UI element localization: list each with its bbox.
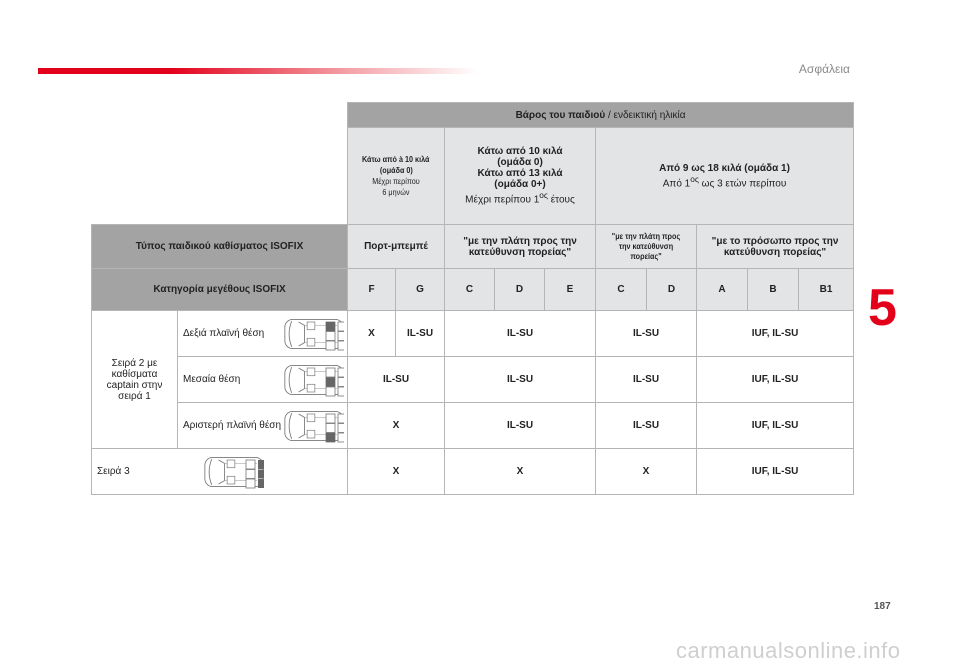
size-class: A <box>697 269 748 311</box>
col-group-0plus: Κάτω από 10 κιλά (ομάδα 0) Κάτω από 13 κιλά (ομάδα 0+) Μέχρι περίπου $1^{o\varsigma}$ έτους <box>445 128 596 225</box>
car-seat-middle-icon <box>284 362 344 398</box>
table-row <box>178 403 348 449</box>
type-forward-facing: "με το πρόσωπο προς την κατεύθυνση πορείας" <box>697 225 854 269</box>
size-class: D <box>495 269 545 311</box>
row2-label: Σειρά 2 με καθίσματα captain στην σειρά 1 <box>92 311 178 449</box>
chapter-number: 5 <box>868 279 897 337</box>
size-class: D <box>647 269 697 311</box>
cell: X <box>596 449 697 495</box>
cell: IL-SU <box>445 311 596 357</box>
watermark: carmanualsonline.info <box>676 638 901 663</box>
cell: X <box>348 403 445 449</box>
size-class: F <box>348 269 396 311</box>
table-row <box>178 311 348 357</box>
weight-header: Βάρος του παιδιού / ενδεικτική ηλικία <box>348 103 854 128</box>
cell: IUF, IL-SU <box>697 311 854 357</box>
size-class: C <box>445 269 495 311</box>
col-group-0: Κάτω από à 10 κιλά (ομάδα 0) Μέχρι περίπου 6 μηνών <box>348 128 445 225</box>
size-class: B <box>748 269 799 311</box>
size-class: C <box>596 269 647 311</box>
size-class: E <box>545 269 596 311</box>
car-seat-row3-icon <box>204 454 264 490</box>
cell: X <box>348 449 445 495</box>
table-row <box>92 449 348 495</box>
seat-position-label: Αριστερή πλαϊνή θέση <box>183 420 282 431</box>
type-rear-facing-a: "με την πλάτη προς την κατεύθυνση πορείας" <box>445 225 596 269</box>
type-carrycot: Πορτ-μπεμπέ <box>348 225 445 269</box>
header-accent-bar <box>38 68 478 74</box>
col-group-1: Από 9 ως 18 κιλά (ομάδα 1) Από $1^{o\varsigma}$ ως 3 ετών περίπου <box>596 128 854 225</box>
cell: IL-SU <box>348 357 445 403</box>
size-class: B1 <box>799 269 854 311</box>
cell: X <box>445 449 596 495</box>
section-title: Ασφάλεια <box>798 62 850 76</box>
car-seat-right-icon <box>284 316 344 352</box>
cell: X <box>348 311 396 357</box>
cell: IUF, IL-SU <box>697 449 854 495</box>
cell: IL-SU <box>596 357 697 403</box>
size-label: Κατηγορία μεγέθους ISOFIX <box>92 269 348 311</box>
type-rear-facing-b: "με την πλάτη προς την κατεύθυνση πορείας" <box>596 225 697 269</box>
page-number: 187 <box>874 601 891 612</box>
cell: IL-SU <box>445 357 596 403</box>
isofix-table <box>91 102 854 495</box>
type-label: Τύπος παιδικού καθίσματος ISOFIX <box>92 225 348 269</box>
seat-position-label: Μεσαία θέση <box>183 374 241 385</box>
size-class: G <box>396 269 445 311</box>
cell: IL-SU <box>396 311 445 357</box>
table-row <box>178 357 348 403</box>
cell: IL-SU <box>445 403 596 449</box>
car-seat-left-icon <box>284 408 344 444</box>
cell: IUF, IL-SU <box>697 403 854 449</box>
cell: IL-SU <box>596 403 697 449</box>
row3-label: Σειρά 3 <box>97 466 130 477</box>
cell: IL-SU <box>596 311 697 357</box>
seat-position-label: Δεξιά πλαϊνή θέση <box>183 328 265 339</box>
cell: IUF, IL-SU <box>697 357 854 403</box>
